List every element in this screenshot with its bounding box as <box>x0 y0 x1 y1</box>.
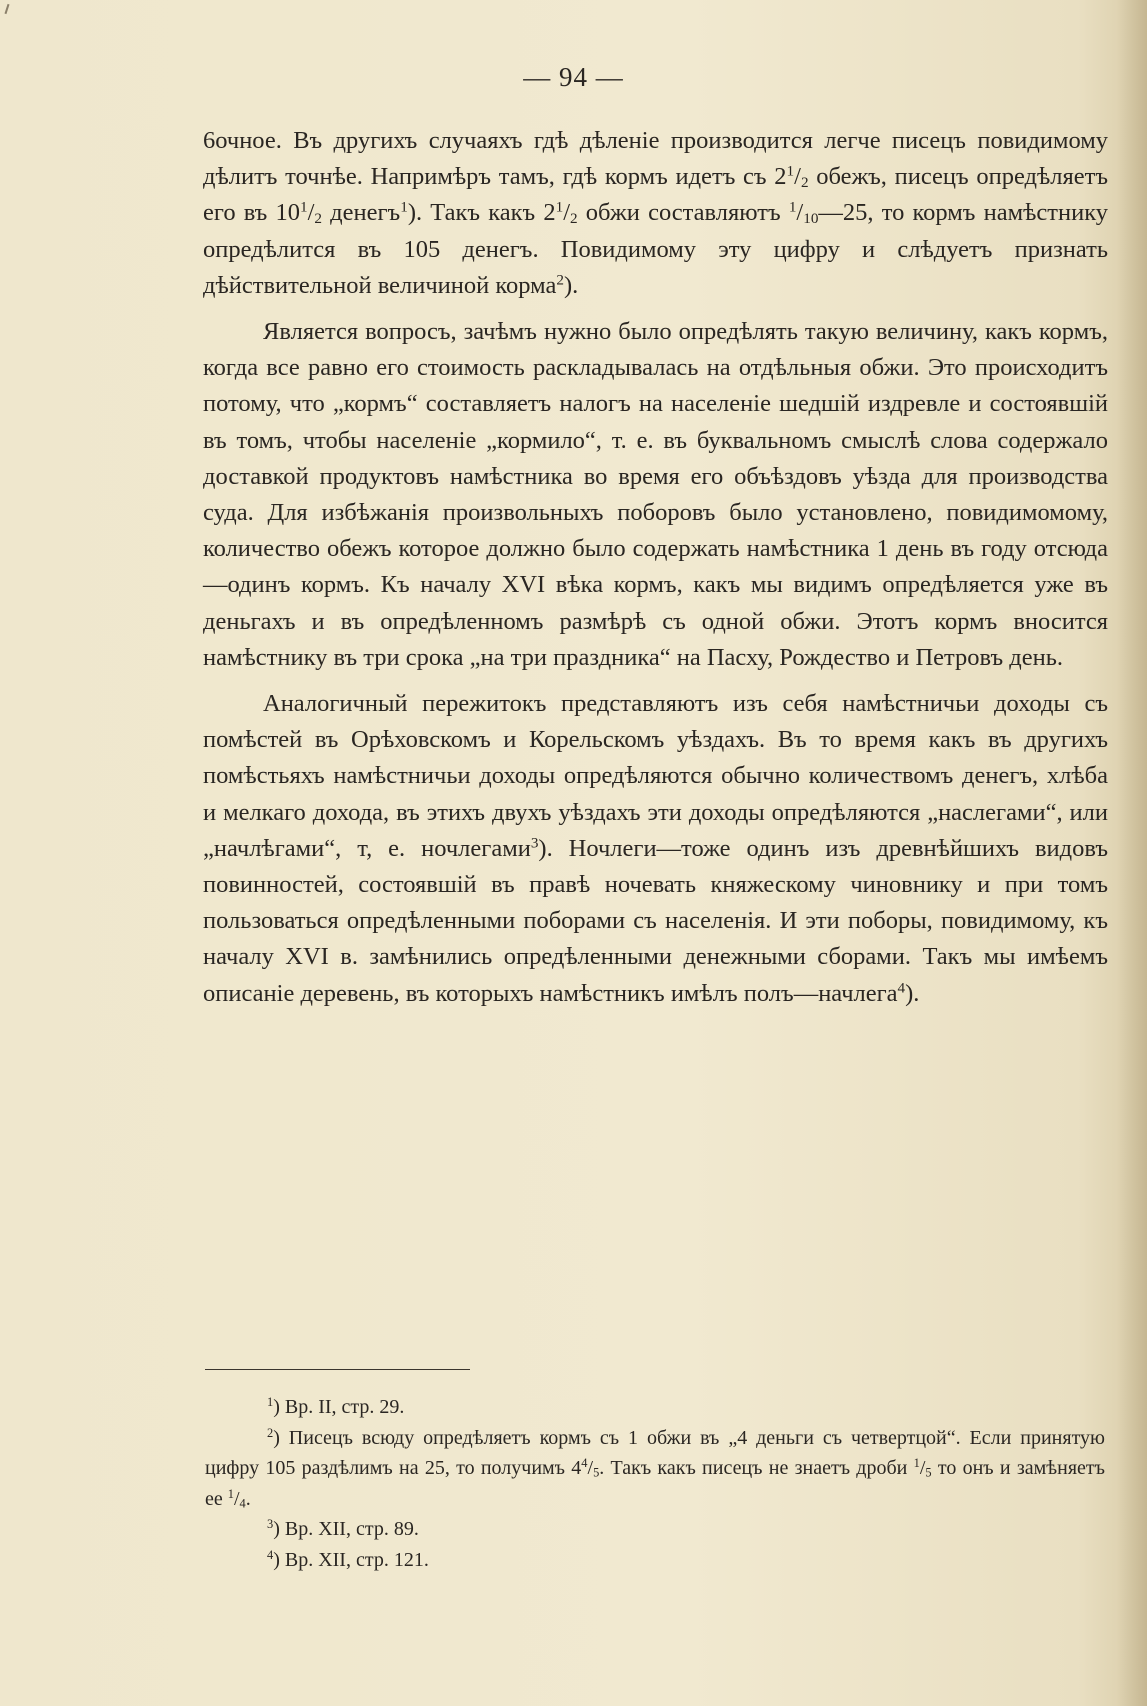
text-run: / <box>796 199 804 227</box>
subscript: 2 <box>800 174 809 192</box>
text-run: / <box>563 199 571 227</box>
text-run: / <box>587 1457 594 1479</box>
superscript: 4 <box>581 1456 588 1471</box>
text-run: ). <box>905 979 920 1007</box>
text-run: / <box>233 1487 240 1510</box>
text-run: ). Ночлеги—тоже одинъ изъ древнѣйшихъ видовъ повинностей, состоявшій въ правѣ ночевать княжескому чиновнику и при томъ пользоваться опредѣленными поборами съ населенія. И эти поборы, повидимому, къ началу XVI в. замѣнились опредѣленными денежными сборами. Такъ мы имѣемъ описаніе деревень, въ которыхъ намѣстникъ имѣлъ полъ—начлега <box>203 834 1108 1007</box>
text-run: / <box>919 1457 926 1479</box>
footnote-fn1 <box>205 1392 1105 1423</box>
page-number: — 94 — <box>523 62 624 92</box>
margin-mark <box>5 4 10 14</box>
subscript: 2 <box>314 210 323 228</box>
subscript: 2 <box>570 210 578 228</box>
superscript: 1 <box>227 1486 234 1501</box>
footnote-fn3 <box>205 1514 1105 1545</box>
superscript: 4 <box>267 1547 274 1562</box>
text-run: Аналогичный пережитокъ представляютъ изъ себя намѣстничьи доходы съ помѣстей въ Орѣховскомъ и Корельскомъ уѣздахъ. Въ то время какъ въ другихъ помѣстьяхъ намѣстничьи доходы опредѣляются обычно количествомъ денегъ, хлѣба и мелкаго дохода, въ этихъ двухъ уѣздахъ эти доходы опредѣляются „наслегами“, или „начлѣгами“, т, е. ночлегами <box>203 690 1108 862</box>
superscript: 3 <box>267 1517 274 1532</box>
text-run: 6очное. Въ другихъ случаяхъ гдѣ дѣленіе производится легче писецъ повидимому дѣлитъ точнѣе. Напримѣръ тамъ, гдѣ кормъ идетъ съ 2 <box>203 127 1108 191</box>
footnotes <box>205 1392 1105 1575</box>
text-run: то онъ и замѣняетъ ее <box>205 1457 1105 1510</box>
superscript: 1 <box>400 199 408 217</box>
subscript: 10 <box>803 210 819 228</box>
superscript: 1 <box>788 199 797 217</box>
text-run: обжи составляютъ <box>577 199 789 227</box>
footnote-separator <box>205 1369 470 1370</box>
superscript: 1 <box>300 199 308 217</box>
text-run: денегъ <box>322 199 401 227</box>
superscript: 4 <box>897 979 906 997</box>
text-run: . Такъ какъ писецъ не знаетъ дроби <box>599 1457 914 1479</box>
text-run: / <box>794 163 801 191</box>
footnote-fn4 <box>205 1545 1105 1576</box>
superscript: 1 <box>555 199 564 217</box>
paragraph-p2 <box>203 314 1108 676</box>
text-run: —25, то кормъ намѣстнику опредѣлится въ 105 денегъ. Повидимому эту цифру и слѣдуетъ признать дѣйствительной величиной корма <box>203 199 1108 299</box>
text-run: / <box>307 199 315 227</box>
text-run: обежъ, писецъ опредѣляетъ его въ 10 <box>203 163 1109 227</box>
text-run: . <box>245 1487 251 1510</box>
superscript: 1 <box>267 1395 274 1410</box>
subscript: 5 <box>925 1465 932 1480</box>
text-run: ). Такъ какъ 2 <box>407 199 556 227</box>
text-run: Является вопросъ, зачѣмъ нужно было опредѣлять такую величину, какъ кормъ, когда все равно его стоимость раскладывалась на отдѣльныя обжи. Это происходитъ потому, что „кормъ“ составляетъ налогъ на населеніе шедшій издревле и состоявшій въ томъ, чтобы населеніе „кормило“, т. е. въ буквальномъ смыслѣ слова содержало доставкой продуктовъ намѣстника во время его объѣздовъ уѣзда для производства суда. Для избѣжанія произвольныхъ поборовъ было установлено, повидимомому, количество обежъ которое должно было содержать намѣстника 1 день въ году отсюда—одинъ кормъ. Къ началу XVI вѣка кормъ, какъ мы видимъ опредѣляется уже въ деньгахъ и въ опредѣленномъ размѣрѣ съ одной обжи. Этотъ кормъ вносится намѣстнику въ три срока „на три праздника“ на Пасху, Рождество и Петровъ день. <box>203 318 1108 671</box>
paragraph-p1 <box>203 123 1108 304</box>
paragraph-p3 <box>203 686 1108 1012</box>
superscript: 1 <box>786 162 795 180</box>
superscript: 3 <box>530 834 539 852</box>
footnote-fn2 <box>205 1423 1105 1515</box>
text-run: ) Вр. XII, стр. 121. <box>273 1548 429 1571</box>
page-edge-shadow <box>1117 0 1147 1706</box>
text-run: ) Писецъ всюду опредѣляетъ кормъ съ 1 обжи въ „4 деньги съ четвертцой“. Если принятую цифру 105 раздѣлимъ на 25, то получимъ 4 <box>205 1426 1105 1479</box>
subscript: 5 <box>593 1465 600 1480</box>
body-text <box>203 123 1108 1012</box>
text-run: ) Вр. XII, стр. 89. <box>273 1518 419 1540</box>
text-run: ) Вр. II, стр. 29. <box>273 1396 405 1418</box>
superscript: 2 <box>556 271 564 289</box>
superscript: 1 <box>913 1456 920 1471</box>
superscript: 2 <box>267 1425 274 1440</box>
subscript: 4 <box>239 1495 246 1510</box>
text-run: ). <box>563 271 579 299</box>
